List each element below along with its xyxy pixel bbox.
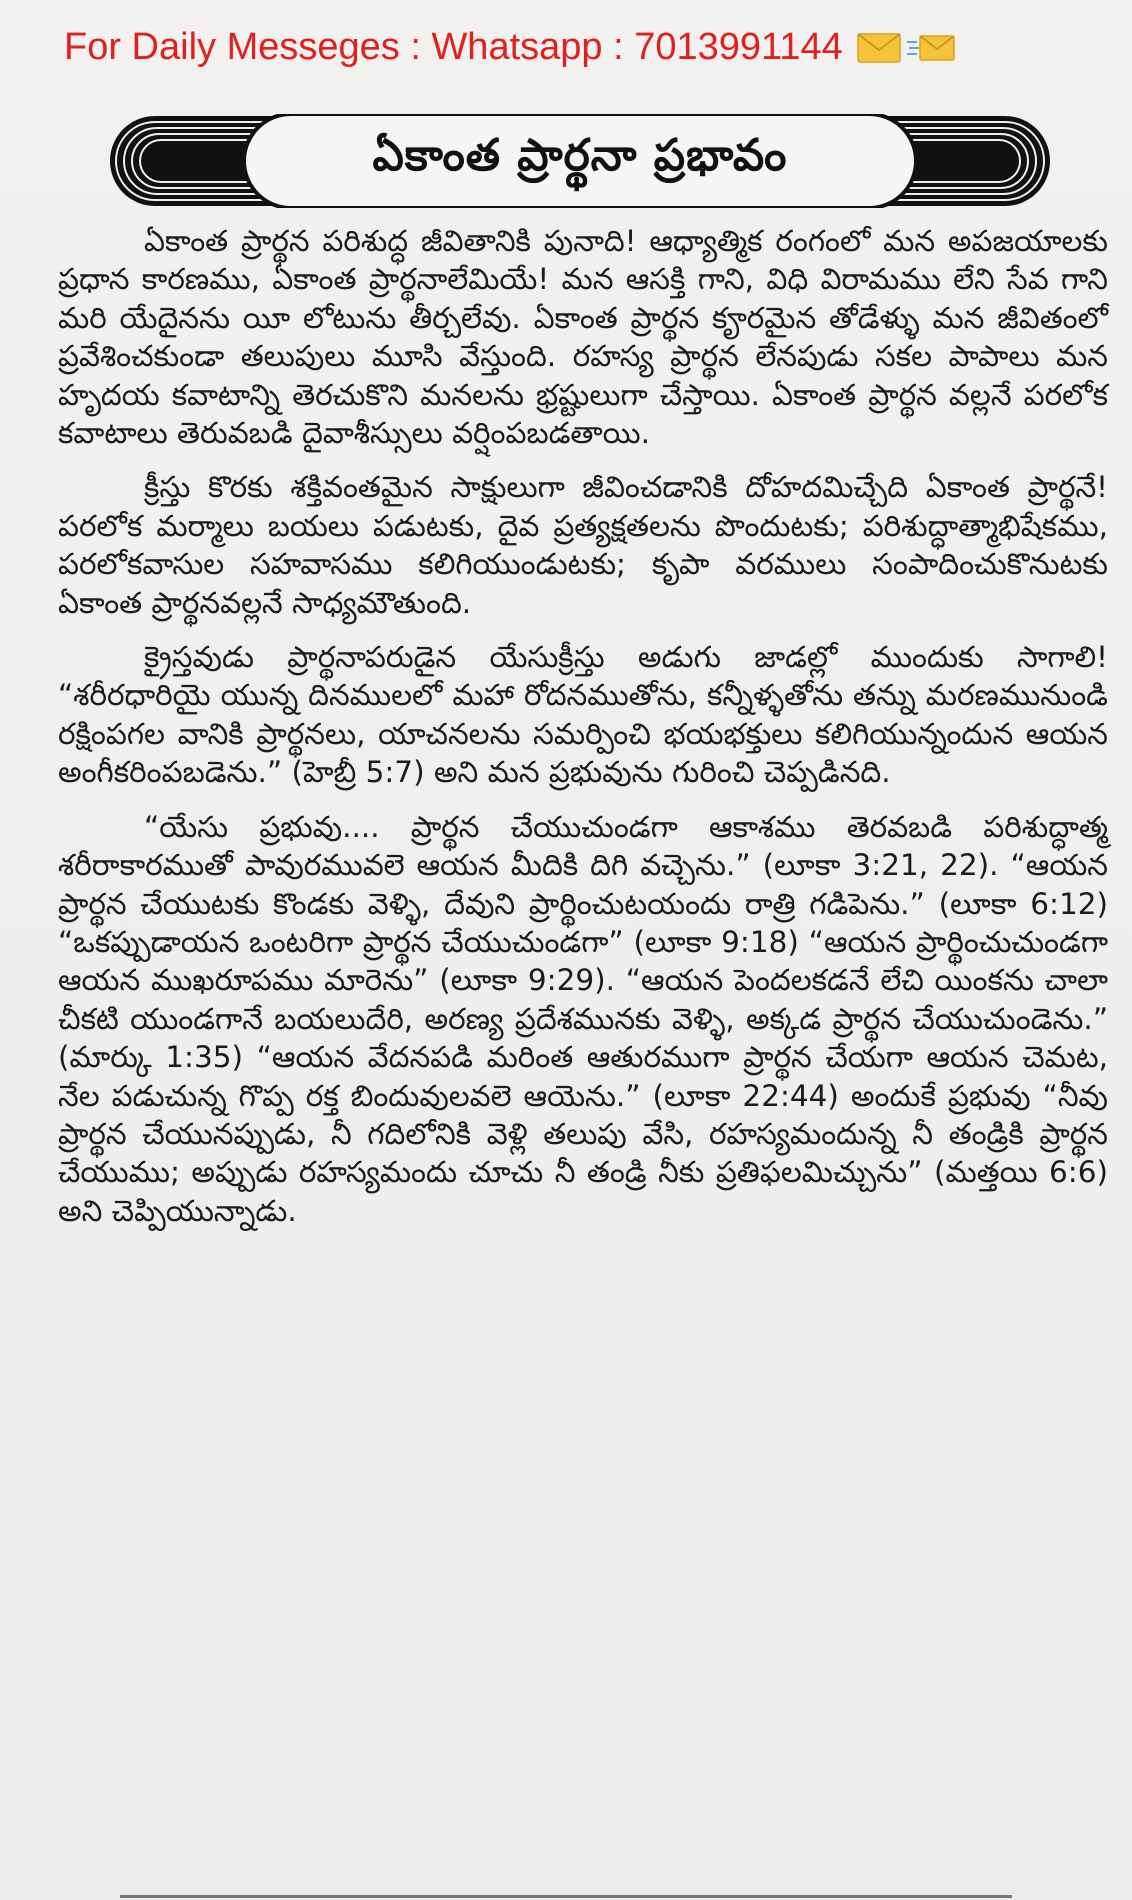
paragraph-3: క్రైస్తవుడు ప్రార్థనాపరుడైన యేసుక్రీస్తు అడుగు జాడల్లో ముందుకు సాగాలి! “శరీరధారియై యున్న దినములలో మహా రోదనముతోను, కన్నీళ్ళతోను తన్ను మరణమునుండి రక్షింపగల వానికి ప్రార్థనలు, యాచనలను సమర్పించి భయభక్తులు కలిగియున్నందున ఆయన అంగీకరింపబడెను.” (హెబ్రీ 5:7) అని మన ప్రభువును గురించి చెప్పడినది. — [58, 640, 1108, 790]
paragraph-2: క్రీస్తు కొరకు శక్తివంతమైన సాక్షులుగా జీవించడానికి దోహదమిచ్చేది ఏకాంత ప్రార్థనే! పరలోక మర్మాలు బయలు పడుటకు, దైవ ప్రత్యక్షతలను పొందుటకు; పరిశుద్ధాత్మాభిషేకము, పరలోకవాసుల సహవాసము కలిగియుండుటకు; కృపా వరములు సంపాదించుకొనుటకు ఏకాంత ప్రార్థనవల్లనే సాధ్యమౌతుంది. — [58, 470, 1109, 620]
incoming-envelope-icon — [907, 33, 955, 63]
mail-icons — [857, 33, 955, 63]
article-body — [58, 222, 1108, 1246]
title-banner — [108, 114, 1052, 208]
whatsapp-promo — [64, 26, 955, 69]
promo-text: For Daily Messeges : Whatsapp : 7013991144 — [64, 26, 843, 68]
article-title: ఏకాంత ప్రార్థనా ప్రభావం — [372, 130, 788, 181]
envelope-icon — [857, 33, 901, 63]
paragraph-1: ఏకాంత ప్రార్థన పరిశుద్ధ జీవితానికి పునాది! ఆధ్యాత్మిక రంగంలో మన అపజయాలకు ప్రధాన కారణము, ఏకాంత ప్రార్థనాలేమియే! మన ఆసక్తి గాని, విధి విరామము లేని సేవ గాని మరి యేదైనను యీ లోటును తీర్చలేవు. ఏకాంత ప్రార్థన కౄరమైన తోడేళ్ళు మన జీవితంలో ప్రవేశించకుండా తలుపులు మూసి వేస్తుంది. రహస్య ప్రార్థన లేనపుడు సకల పాపాలు మన హృదయ కవాటాన్ని తెరచుకొని మనలను భ్రష్టులుగా చేస్తాయి. ఏకాంత ప్రార్థన వల్లనే పరలోక కవాటాలు తెరువబడి దైవాశీస్సులు వర్షింపబడతాయి. — [58, 224, 1108, 451]
page-bottom-rule — [120, 1895, 1012, 1898]
paragraph-4: “యేసు ప్రభువు.... ప్రార్థన చేయుచుండగా ఆకాశము తెరవబడి పరిశుద్ధాత్మ శరీరాకారముతో పావురమువలె ఆయన మీదికి దిగి వచ్చెను.” (లూకా 3:21, 22). “ఆయన ప్రార్థన చేయుటకు కొండకు వెళ్ళి, దేవుని ప్రార్థించుటయందు రాత్రి గడిపెను.” (లూకా 6:12) “ఒకప్పుడాయన ఒంటరిగా ప్రార్థన చేయుచుండగా” (లూకా 9:18) “ఆయన ప్రార్థించుచుండగా ఆయన ముఖరూపము మారెను” (లూకా 9:29). “ఆయన పెందలకడనే లేచి యింకను చాలా చీకటి యుండగానే బయలుదేరి, అరణ్య ప్రదేశమునకు వెళ్ళి, అక్కడ ప్రార్థన చేయుచుండెను.” (మార్కు 1:35) “ఆయన వేదనపడి మరింత ఆతురముగా ప్రార్థన చేయగా ఆయన చెమట, నేల పడుచున్న గొప్ప రక్త బిందువులవలె ఆయెను.” (లూకా 22:44) అందుకే ప్రభువు “నీవు ప్రార్థన చేయునప్పుడు, నీ గదిలోనికి వెళ్లి తలుపు వేసి, రహస్యమందున్న నీ తండ్రికి ప్రార్థన చేయుము; అప్పుడు రహస్యమందు చూచు నీ తండ్రి నీకు ప్రతిఫలమిచ్చును” (మత్తయి 6:6) అని చెప్పియున్నాడు. — [58, 809, 1108, 1228]
